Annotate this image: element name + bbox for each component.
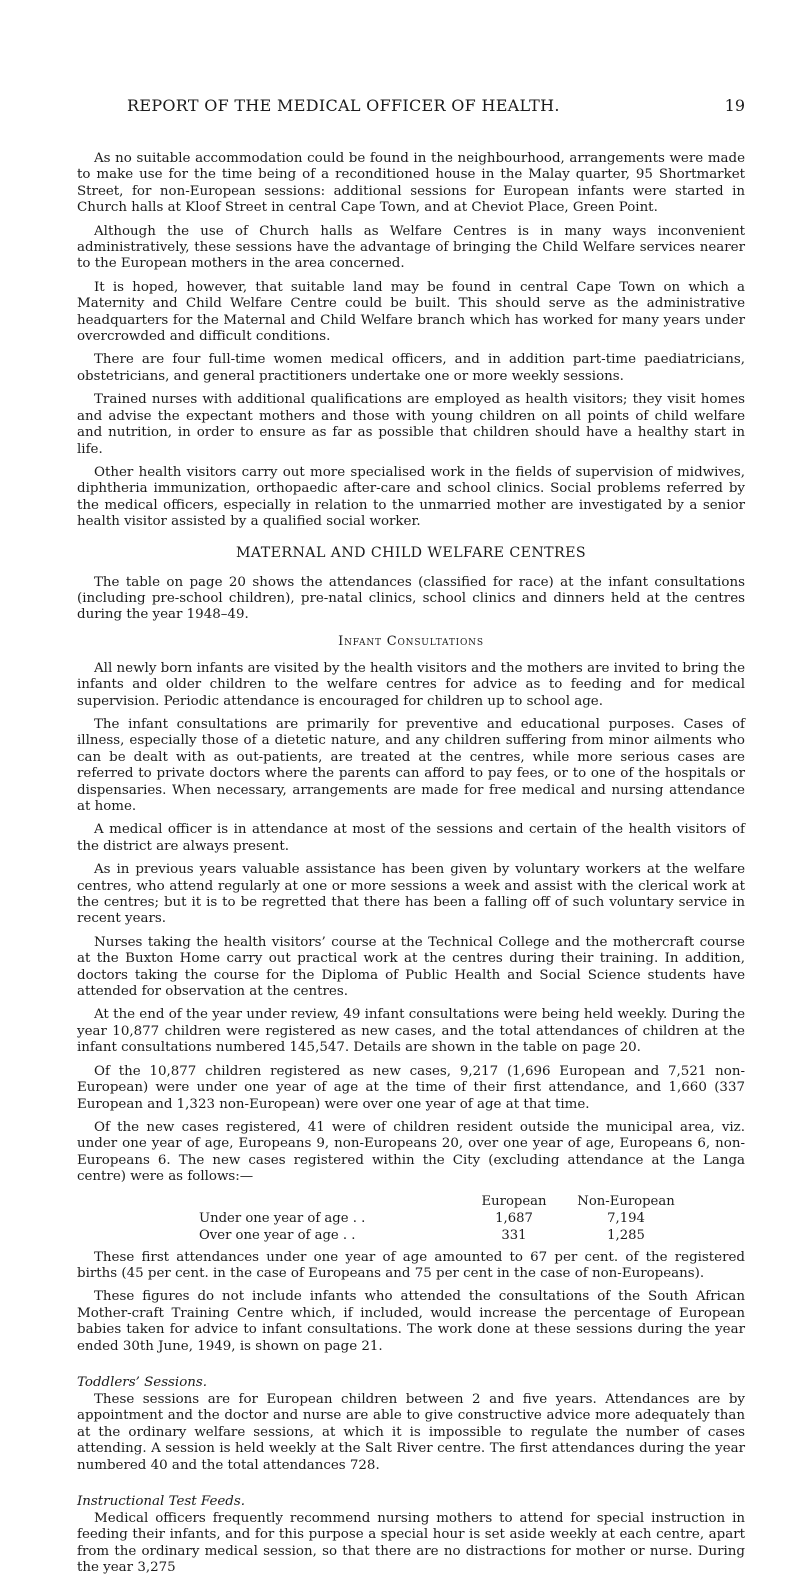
paragraph: These figures do not include infants who attended the consultations of the South African Mother-craft Training Centre which, if included, would increase the percentage of European babies taken for advice to infant consultations. The work done at these sessions during the year ended 30th June, 1949, is shown on page 21. — [77, 1289, 745, 1354]
running-head: REPORT OF THE MEDICAL OFFICER OF HEALTH. — [127, 96, 560, 115]
paragraph: Trained nurses with additional qualifications are employed as health visitors; they visit homes and advise the expectant mothers and those with young children on all points of child welfare and nutrition, in order to ensure as far as possible that children should have a healthy start in life. — [77, 392, 745, 457]
paragraph: As no suitable accommodation could be found in the neighbourhood, arrangements were made to make use for the time being of a reconditioned house in the Malay quarter, 95 Shortmarket Street, for non-European sessions: additional sessions for European infants were started in Church halls at Kloof Street in central Cape Town, and at Cheviot Place, Green Point. — [77, 151, 745, 216]
paragraph: There are four full-time women medical officers, and in addition part-time paediatricians, obstetricians, and general practitioners undertake one or more weekly sessions. — [77, 352, 745, 384]
page-body — [77, 151, 745, 1584]
paragraph: All newly born infants are visited by the health visitors and the mothers are invited to bring the infants and older children to the welfare centres for advice as to feeding and for medical supervision. Periodic attendance is encouraged for children up to school age. — [77, 660, 745, 709]
paragraph: The table on page 20 shows the attendances (classified for race) at the infant consultations (including pre-school children), pre-natal clinics, school clinics and dinners held at the centres during the year 1948–49. — [77, 574, 745, 623]
cell-european: 1,687 — [495, 1210, 533, 1226]
row-label: Over one year of age . . — [199, 1227, 356, 1243]
section-title: MATERNAL AND CHILD WELFARE CENTRES — [236, 544, 586, 561]
paragraph: As in previous years valuable assistance has been given by voluntary workers at the welfare centres, who attend regularly at one or more sessions a week and assist with the clerical work at the centres; but it is to be regretted that there has been a falling off of such voluntary service in recent years. — [77, 862, 745, 927]
paragraph: Although the use of Church halls as Welfare Centres is in many ways inconvenient administratively, these sessions have the advantage of bringing the Child Welfare services nearer to the European mothers in the area concerned. — [77, 223, 745, 272]
paragraph: These first attendances under one year of age amounted to 67 per cent. of the registered births (45 per cent. in the case of Europeans and 75 per cent in the case of non-Europeans). — [77, 1249, 745, 1281]
cell-non-european: 7,194 — [607, 1210, 645, 1226]
instructional-test-feeds-heading: Instructional Test Feeds. — [77, 1494, 245, 1509]
paragraph: Of the 10,877 children registered as new cases, 9,217 (1,696 European and 7,521 non-European) were under one year of age at the time of their first attendance, and 1,660 (337 European and 1,323 non-European) were over one year of age at that time. — [77, 1063, 745, 1112]
table-row — [77, 1227, 686, 1244]
new-cases-table — [77, 1193, 686, 1244]
page-header — [77, 96, 745, 120]
table-row — [77, 1210, 686, 1227]
paragraph: At the end of the year under review, 49 infant consultations were being held weekly. During the year 10,877 children were registered as new cases, and the total attendances of children at the infant consultations numbered 145,547. Details are shown in the table on page 20. — [77, 1007, 745, 1056]
page-number: 19 — [724, 96, 745, 115]
cell-non-european: 1,285 — [607, 1227, 645, 1243]
column-header-european: European — [481, 1193, 547, 1209]
paragraph: Nurses taking the health visitors’ course at the Technical College and the mothercraft course at the Buxton Home carry out practical work at the centres during their training. In addition, doctors taking the course for the Diploma of Public Health and Social Science students have attended for observation at the centres. — [77, 934, 745, 1000]
table-corner — [77, 1193, 462, 1210]
paragraph: These sessions are for European children between 2 and five years. Attendances are by appointment and the doctor and nurse are able to give constructive advice more adequately than at the ordinary welfare sessions, at which it is impossible to regulate the number of cases attending. A session is held weekly at the Salt River centre. The first attendances during the year numbered 40 and the total attendances 728. — [77, 1391, 745, 1473]
toddlers-sessions-heading: Toddlers’ Sessions. — [77, 1374, 208, 1390]
column-header-non-european: Non-European — [577, 1193, 675, 1209]
document-page — [77, 96, 745, 1576]
infant-consultations-heading: Infant Consultations — [338, 633, 484, 649]
paragraph: Of the new cases registered, 41 were of children resident outside the municipal area, viz. under one year of age, Europeans 9, non-Europeans 20, over one year of age, Europeans 6, non-Europeans 6. The new cases registered within the City (excluding attendance at the Langa centre) were as follows:— — [77, 1119, 745, 1185]
paragraph: It is hoped, however, that suitable land may be found in central Cape Town on which a Maternity and Child Welfare Centre could be built. This should serve as the administrative headquarters for the Maternal and Child Welfare branch which has worked for many years under overcrowded and difficult conditions. — [77, 279, 745, 345]
cell-european: 331 — [501, 1227, 527, 1243]
row-label: Under one year of age . . — [199, 1210, 366, 1226]
paragraph: A medical officer is in attendance at most of the sessions and certain of the health visitors of the district are always present. — [77, 822, 745, 854]
paragraph: Other health visitors carry out more specialised work in the fields of supervision of midwives, diphtheria immunization, orthopaedic after-care and school clinics. Social problems referred by the medical officers, especially in relation to the unmarried mother are investigated by a senior health visitor assisted by a qualified social worker. — [77, 464, 745, 530]
table-header-row — [77, 1193, 686, 1210]
paragraph: Medical officers frequently recommend nursing mothers to attend for special instruction in feeding their infants, and for this purpose a special hour is set aside weekly at each centre, apart from the ordinary medical session, so that there are no distractions for mother or nurse. During the year 3,275 — [77, 1511, 745, 1576]
paragraph: The infant consultations are primarily for preventive and educational purposes. Cases of illness, especially those of a dietetic nature, and any children suffering from minor ailments who can be dealt with as out-patients, are treated at the centres, while more serious cases are referred to private doctors where the parents can afford to pay fees, or to one of the hospitals or dispensaries. When necessary, arrangements are made for free medical and nursing attendance at home. — [77, 716, 745, 814]
